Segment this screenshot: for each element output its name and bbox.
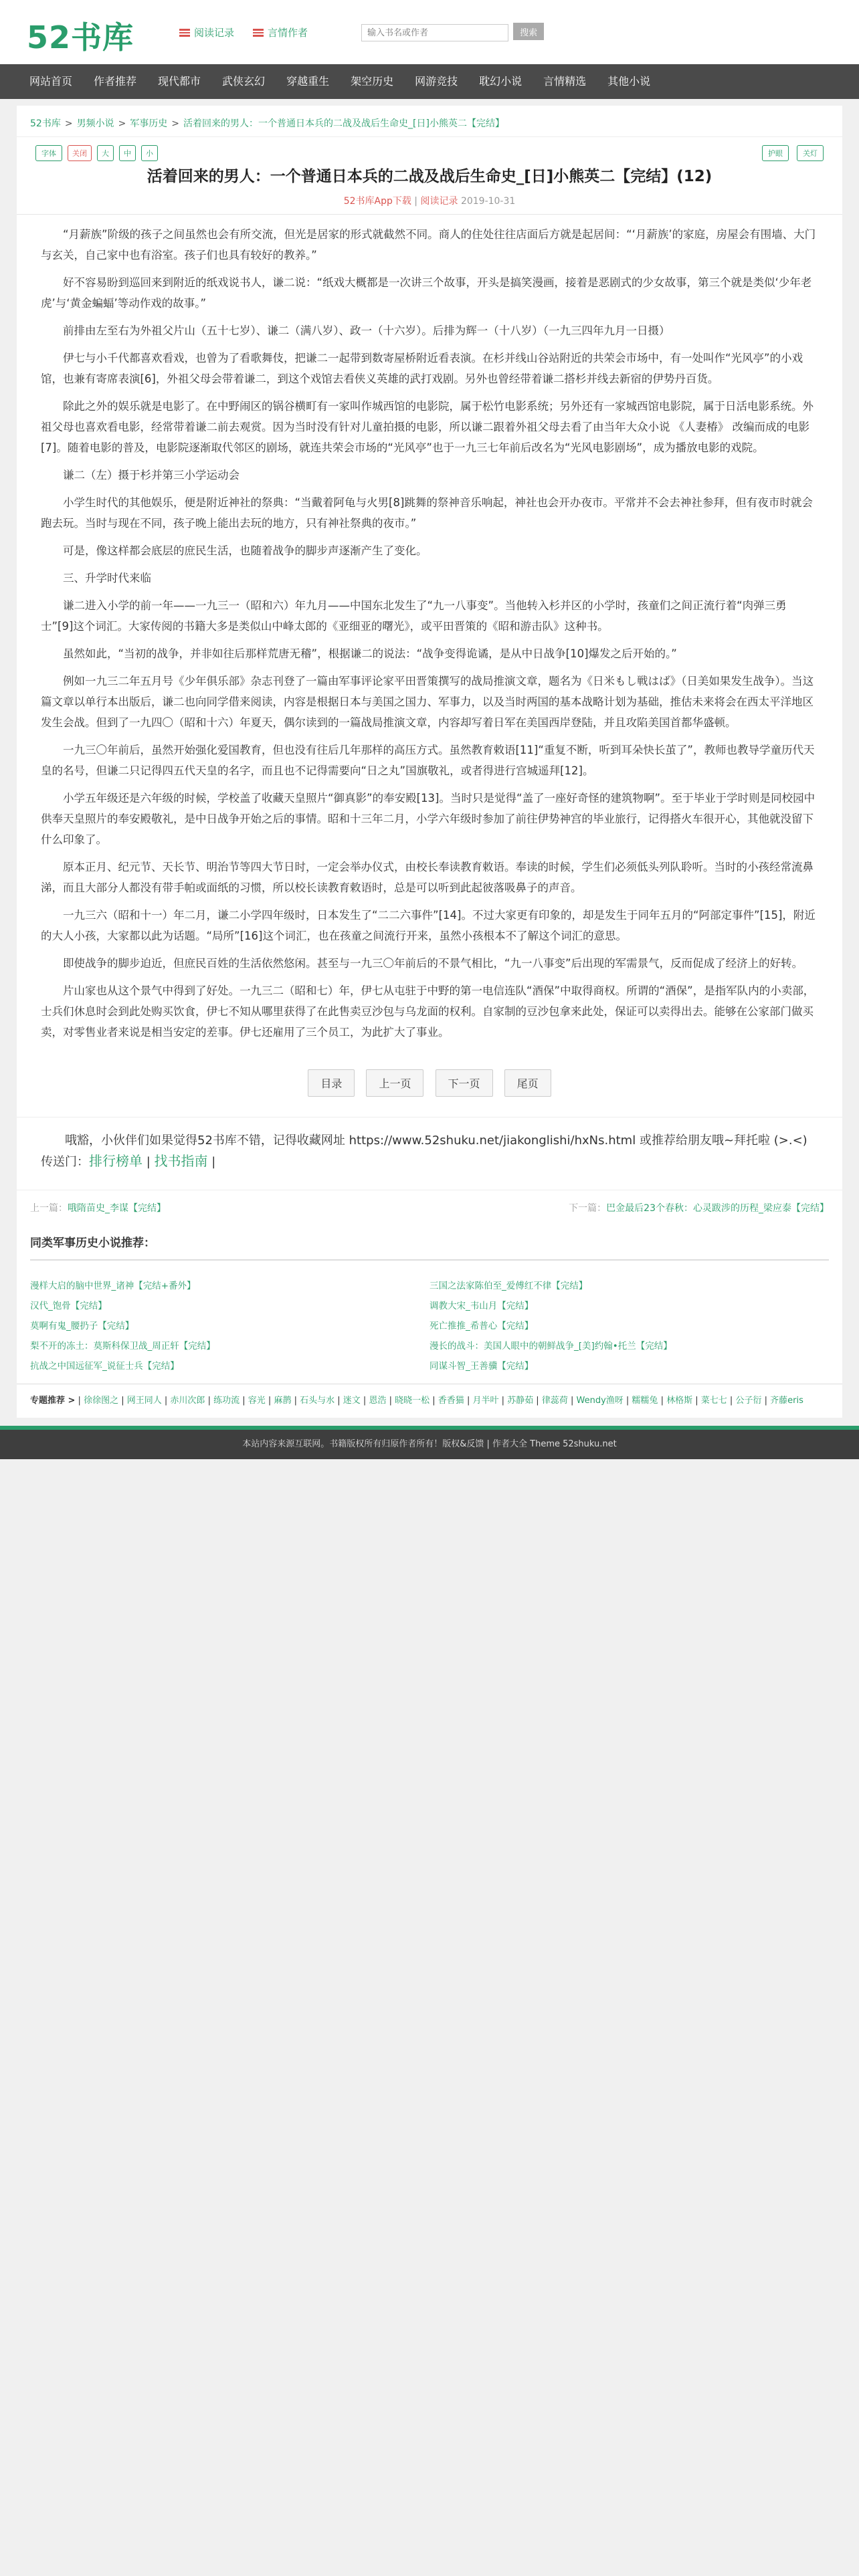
tag-separator: | bbox=[360, 1396, 369, 1406]
nav-item[interactable]: 其他小说 bbox=[607, 75, 651, 88]
tag-link[interactable]: Wendy渔呀 bbox=[576, 1396, 624, 1406]
nav-item[interactable]: 耽幻小说 bbox=[479, 75, 522, 88]
content-paragraph: 一九三〇年前后，虽然开始强化爱国教育，但也没有往后几年那样的高压方式。虽然教育敕语[11]“重复不断，听到耳朵快长茧了”，教师也教导学童历代天皇的名号，但谦二只记得四五代天皇的名字，而且也不记得需要向“日之丸”国旗敬礼，或者得进行宫城遥拜[12]。 bbox=[41, 744, 815, 777]
tag-separator: | bbox=[761, 1396, 771, 1406]
content-paragraph: 可是，像这样都会底层的庶民生活，也随着战争的脚步声逐渐产生了变化。 bbox=[63, 544, 427, 557]
breadcrumb-separator: > bbox=[118, 118, 126, 129]
content-paragraph: “月薪族”阶级的孩子之间虽然也会有所交流，但光是居家的形式就截然不同。商人的住处往往店面后方就是起居间：“‘月薪族’的家庭，房屋会有围墙、大门与玄关，自己家中也有浴室。孩子们也具有较好的教养。” bbox=[41, 228, 816, 261]
nav-item[interactable]: 架空历史 bbox=[351, 75, 394, 88]
breadcrumb-subcategory[interactable]: 军事历史 bbox=[130, 118, 168, 129]
tag-separator: | bbox=[464, 1396, 473, 1406]
tag-link[interactable]: 晓晓一松 bbox=[395, 1396, 430, 1406]
nav-item[interactable]: 网游竞技 bbox=[415, 75, 458, 88]
bookmark-notice bbox=[17, 1117, 842, 1190]
breadcrumb-separator: > bbox=[171, 118, 180, 129]
nav-item[interactable]: 言情精选 bbox=[543, 75, 587, 88]
tag-separator: | bbox=[567, 1396, 577, 1406]
nav-item[interactable]: 网站首页 bbox=[29, 75, 73, 88]
next-page-button[interactable]: 下一页 bbox=[436, 1069, 493, 1097]
content-paragraph: 伊七与小千代都喜欢看戏，也曾为了看歌舞伎，把谦二一起带到数寄屋桥附近看表演。在杉并线山谷站附近的共荣会市场中，有一处叫作“光风亭”的小戏馆，也兼有寄席表演[6]，外祖父母会带着谦二，到这个戏馆去看侠义英雄的武打戏剧。另外也曾经带着谦二搭杉并线去新宿的伊势丹百货。 bbox=[41, 352, 803, 385]
content-paragraph: 原本正月、纪元节、天长节、明治节等四大节日时，一定会举办仪式，由校长奉读教育敕语。奉读的时候，学生们必须低头列队聆听。当时的小孩经常流鼻涕，而且大部分人都没有带手帕或面纸的习惯，所以校长读教育敕语时，总是可以听到此起彼落吸鼻子的声音。 bbox=[41, 861, 814, 894]
chapter-content bbox=[17, 215, 842, 1056]
breadcrumb-separator: > bbox=[64, 118, 73, 129]
tag-link[interactable]: 徐徐图之 bbox=[84, 1396, 119, 1406]
nav-item[interactable]: 作者推荐 bbox=[94, 75, 137, 88]
tag-separator: | bbox=[430, 1396, 438, 1406]
tag-link[interactable]: 石头与水 bbox=[300, 1396, 335, 1406]
tag-link[interactable]: 月半叶 bbox=[472, 1396, 499, 1406]
tag-separator: | bbox=[265, 1396, 274, 1406]
content-paragraph: 片山家也从这个景气中得到了好处。一九三二（昭和七）年，伊七从屯驻于中野的第一电信连队“酒保”中取得商权。所谓的“酒保”，是指军队内的小卖部，士兵们休息时会到此处购买饮食，伊七不知从哪里获得了在此售卖豆沙包与乌龙面的权利。自家制的豆沙包拿来此处，保证可以卖得出去。能够在公家部门做买卖，对零售业者来说是相当安定的差事。伊七还雇用了三个员工，为此扩大了事业。 bbox=[41, 984, 815, 1039]
content-paragraph: 例如一九三二年五月号《少年俱乐部》杂志刊登了一篇由军事评论家平田晋策撰写的战局推演文章，题名为《日米もし戦はば》（日美如果发生战争）。当这篇文章以单行本出版后，谦二也向同学借来阅读，内容是根据日本与美国之国力、军事力，以及当时两国的基本战略计划为基础，推估未来将会在西太平洋地区发生会战。但到了一九四〇（昭和十六）年夏天，偶尔读到的一篇战局推演文章，内容却写着日军在美国西岸登陆，并且攻陷美国首都华盛顿。 bbox=[41, 675, 814, 729]
list-icon bbox=[179, 29, 190, 37]
content-paragraph: 小学五年级还是六年级的时候，学校盖了收藏天皇照片“御真影”的奉安殿[13]。当时只是觉得“盖了一座好奇怪的建筑物啊”。至于毕业于学时则是同校园中供奉天皇照片的奉安殿敬礼，是中日战争开始之后的事情。昭和十三年二月，小学六年级时参加了前往伊势神宫的毕业旅行，记得搭火车很开心，其他就没留下什么印象了。 bbox=[41, 792, 816, 846]
related-book-link[interactable]: 莫啊有鬼_腰扔子【完结】 bbox=[30, 1321, 134, 1331]
guide-link[interactable]: 找书指南 bbox=[154, 1153, 208, 1169]
tag-link[interactable]: 香香猫 bbox=[438, 1396, 464, 1406]
content-paragraph: 虽然如此，“当初的战争，并非如往后那样荒唐无稽”，根据谦二的说法：“战争变得诡谲，是从中日战争[10]爆发之后开始的。” bbox=[63, 647, 677, 660]
lights-off-button[interactable]: 关灯 bbox=[797, 145, 824, 161]
search-box bbox=[361, 23, 544, 41]
tag-separator: | bbox=[533, 1396, 542, 1406]
tag-link[interactable]: 齐藤eris bbox=[770, 1396, 803, 1406]
related-book-link[interactable]: 调教大宋_韦山月【完结】 bbox=[430, 1301, 534, 1311]
breadcrumb-category[interactable]: 男频小说 bbox=[76, 118, 114, 129]
font-large-button[interactable]: 大 bbox=[97, 145, 114, 161]
chapter-meta: 52书库App下载 | 阅读记录 2019-10-31 bbox=[343, 196, 516, 207]
content-paragraph: 小学生时代的其他娱乐，便是附近神社的祭典：“当戴着阿龟与火男[8]跳舞的祭神音乐响起，神社也会开办夜市。平常并不会去神社参拜，但有夜市时就会跑去玩。当时与现在不同，孩子晚上能出去玩的地方，只有神社祭典的夜市。” bbox=[41, 496, 813, 530]
app-download-link[interactable]: 52书库App下载 bbox=[343, 196, 411, 207]
font-button[interactable]: 字体 bbox=[35, 145, 62, 161]
main-nav bbox=[0, 64, 859, 99]
nav-item[interactable]: 武侠玄幻 bbox=[222, 75, 266, 88]
tag-link[interactable]: 容光 bbox=[248, 1396, 266, 1406]
tag-separator: | bbox=[498, 1396, 508, 1406]
prev-article-link[interactable]: 哦隋苗史_李谋【完结】 bbox=[68, 1203, 166, 1214]
reading-record-link[interactable]: 阅读记录 bbox=[420, 196, 458, 207]
chapter-title: 活着回来的男人：一个普通日本兵的二战及战后生命史_[日]小熊英二【完结】(12) bbox=[147, 168, 712, 185]
tag-link[interactable]: 麻鹊 bbox=[274, 1396, 292, 1406]
nav-item[interactable]: 现代都市 bbox=[158, 75, 201, 88]
pagination bbox=[17, 1056, 842, 1117]
related-book-link[interactable]: 汉代_饱骨【完结】 bbox=[30, 1301, 107, 1311]
tag-link[interactable]: 律蕊荷 bbox=[541, 1396, 568, 1406]
publish-date: 2019-10-31 bbox=[460, 196, 516, 207]
breadcrumb-book[interactable]: 活着回来的男人：一个普通日本兵的二战及战后生命史_[日]小熊英二【完结】 bbox=[183, 118, 504, 129]
related-book-link[interactable]: 漫长的战斗：美国人眼中的朝鲜战争_[美]约翰•托兰【完结】 bbox=[430, 1341, 672, 1352]
next-article: 下一篇：巴金最后23个春秋：心灵跋涉的历程_梁应泰【完结】 bbox=[569, 1203, 829, 1214]
tag-separator: | bbox=[75, 1396, 84, 1406]
font-medium-button[interactable]: 中 bbox=[119, 145, 136, 161]
tag-separator: | bbox=[692, 1396, 701, 1406]
notice-text: 哦豁，小伙伴们如果觉得52书库不错，记得收藏网址 https://www.52shuku.net/jiakonglishi/hxNs.html 或推荐给朋友哦~拜托啦 (>.<) bbox=[65, 1134, 807, 1148]
breadcrumb-home[interactable]: 52书库 bbox=[30, 118, 61, 129]
breadcrumb bbox=[17, 106, 842, 137]
content-paragraph: 谦二进入小学的前一年——一九三一（昭和六）年九月——中国东北发生了“九一八事变”。当他转入杉并区的小学时，孩童们之间正流行着“肉弹三勇士”[9]这个词汇。大家传阅的书籍大多是类似山中峰太郎的《亚细亚的曙光》，或平田晋策的《昭和游击队》这种书。 bbox=[41, 599, 787, 633]
last-page-button[interactable]: 尾页 bbox=[504, 1069, 551, 1097]
topic-tags bbox=[17, 1384, 842, 1418]
nav-item[interactable]: 穿越重生 bbox=[286, 75, 330, 88]
tag-link[interactable]: 网王同人 bbox=[126, 1396, 162, 1406]
prev-article: 上一篇：哦隋苗史_李谋【完结】 bbox=[30, 1203, 166, 1214]
search-input[interactable] bbox=[361, 24, 508, 41]
tag-separator: | bbox=[205, 1396, 214, 1406]
tag-separator: | bbox=[161, 1396, 171, 1406]
close-button[interactable]: 关闭 bbox=[68, 145, 92, 161]
tag-link[interactable]: 糯糯兔 bbox=[632, 1396, 658, 1406]
tag-separator: | bbox=[335, 1396, 343, 1406]
site-header bbox=[0, 0, 859, 64]
content-paragraph: 除此之外的娱乐就是电影了。在中野闹区的锅谷横町有一家叫作城西馆的电影院，属于松竹电影系统；另外还有一家城西馆电影院，属于日活电影系统。外祖父母也喜欢看电影，经常带着谦二前去观赏。因为当时没有针对儿童拍摄的电影，所以谦二跟着外祖父母去看了由当年大众小说 《人妻椿》 改编而成的电影[7]。随着电影的普及，电影院逐渐取代邻区的剧场，就连共荣会市场的“光风亭”也于一九三七年前后改名为“光风电影剧场”，成为播放电影的戏院。 bbox=[41, 400, 814, 454]
tag-separator: | bbox=[658, 1396, 667, 1406]
content-paragraph: 谦二（左）摄于杉并第三小学运动会 bbox=[63, 469, 240, 481]
reading-record-link[interactable]: 阅读记录 bbox=[179, 25, 234, 39]
related-book-link[interactable]: 抗战之中国远征军_说征士兵【完结】 bbox=[30, 1361, 179, 1372]
chapter-header bbox=[17, 137, 842, 215]
related-book-link[interactable]: 漫样大启的脑中世界_诸神【完结+番外】 bbox=[30, 1281, 196, 1291]
tag-link[interactable]: 迷文 bbox=[343, 1396, 361, 1406]
tag-separator: | bbox=[240, 1396, 248, 1406]
font-small-button[interactable]: 小 bbox=[141, 145, 158, 161]
prev-next-articles bbox=[17, 1190, 842, 1225]
site-logo[interactable]: 52书库 bbox=[27, 19, 134, 56]
tag-link[interactable]: 公子衍 bbox=[735, 1396, 762, 1406]
related-title: 同类军事历史小说推荐： bbox=[30, 1225, 829, 1261]
tag-separator: | bbox=[623, 1396, 632, 1406]
next-article-link[interactable]: 巴金最后23个春秋：心灵跋涉的历程_梁应泰【完结】 bbox=[606, 1203, 829, 1214]
tag-link[interactable]: 练功流 bbox=[213, 1396, 240, 1406]
tag-separator: | bbox=[291, 1396, 300, 1406]
content-paragraph: 一九三六（昭和十一）年二月，谦二小学四年级时，日本发生了“二二六事件”[14]。不过大家更有印象的，却是发生于同年五月的“阿部定事件”[15]，附近的大人小孩，大家都以此为话题。“局所”[16]这个词汇，也在孩童之间流行开来，虽然小孩根本不了解这个词汇的意思。 bbox=[41, 909, 816, 942]
reader-tools-right bbox=[762, 145, 824, 161]
tag-link[interactable]: 菜七七 bbox=[700, 1396, 727, 1406]
related-book-link[interactable]: 梨不开的冻土：莫斯科保卫战_周正轩【完结】 bbox=[30, 1341, 215, 1352]
prev-page-button[interactable]: 上一页 bbox=[366, 1069, 423, 1097]
site-footer: 本站内容来源互联网。书籍版权所有归原作者所有！版权&反馈 | 作者大全 Theme 52shuku.net bbox=[0, 1426, 859, 1459]
main-container bbox=[17, 106, 842, 1418]
portal-line: 传送门：排行榜单 | 找书指南 | bbox=[41, 1153, 216, 1169]
tag-link[interactable]: 林格斯 bbox=[666, 1396, 693, 1406]
content-paragraph: 前排由左至右为外祖父片山（五十七岁）、谦二（满八岁）、政一（十六岁）。后排为辉一（十八岁）（一九三四年九月一日摄） bbox=[63, 324, 670, 337]
related-book-link[interactable]: 同谋斗智_王善骥【完结】 bbox=[430, 1361, 534, 1372]
tag-link[interactable]: 苏静茹 bbox=[507, 1396, 534, 1406]
tag-separator: | bbox=[386, 1396, 395, 1406]
tag-link[interactable]: 赤川次郎 bbox=[170, 1396, 205, 1406]
ranking-link[interactable]: 排行榜单 bbox=[89, 1153, 142, 1169]
related-list bbox=[17, 1261, 842, 1384]
reader-tools-left bbox=[35, 145, 158, 161]
tag-separator: | bbox=[118, 1396, 127, 1406]
search-button[interactable]: 搜索 bbox=[513, 23, 544, 40]
tag-separator: | bbox=[727, 1396, 736, 1406]
related-book-link[interactable]: 死亡推推_希普心【完结】 bbox=[430, 1321, 534, 1331]
content-paragraph: 好不容易盼到巡回来到附近的纸戏说书人，谦二说：“纸戏大概都是一次讲三个故事，开头是搞笑漫画，接着是恶剧式的少女故事，第三个就是类似‘少年老虎’与‘黄金蝙蝠’等动作戏的故事。” bbox=[41, 276, 812, 310]
tag-link[interactable]: 恩浩 bbox=[369, 1396, 387, 1406]
content-paragraph: 三、升学时代来临 bbox=[63, 572, 151, 584]
related-book-link[interactable]: 三国之法家陈伯至_爱傅红不律【完结】 bbox=[430, 1281, 588, 1291]
toc-button[interactable]: 目录 bbox=[308, 1069, 355, 1097]
eye-care-button[interactable]: 护眼 bbox=[762, 145, 789, 161]
content-paragraph: 即使战争的脚步迫近，但庶民百姓的生活依然悠闲。甚至与一九三〇年前后的不景气相比，“九一八事变”后出现的军需景气，反而促成了经济上的好转。 bbox=[63, 957, 803, 970]
tags-label: 专题推荐 > bbox=[30, 1396, 76, 1406]
author-link[interactable]: 言情作者 bbox=[253, 25, 308, 39]
list-icon bbox=[253, 29, 264, 37]
